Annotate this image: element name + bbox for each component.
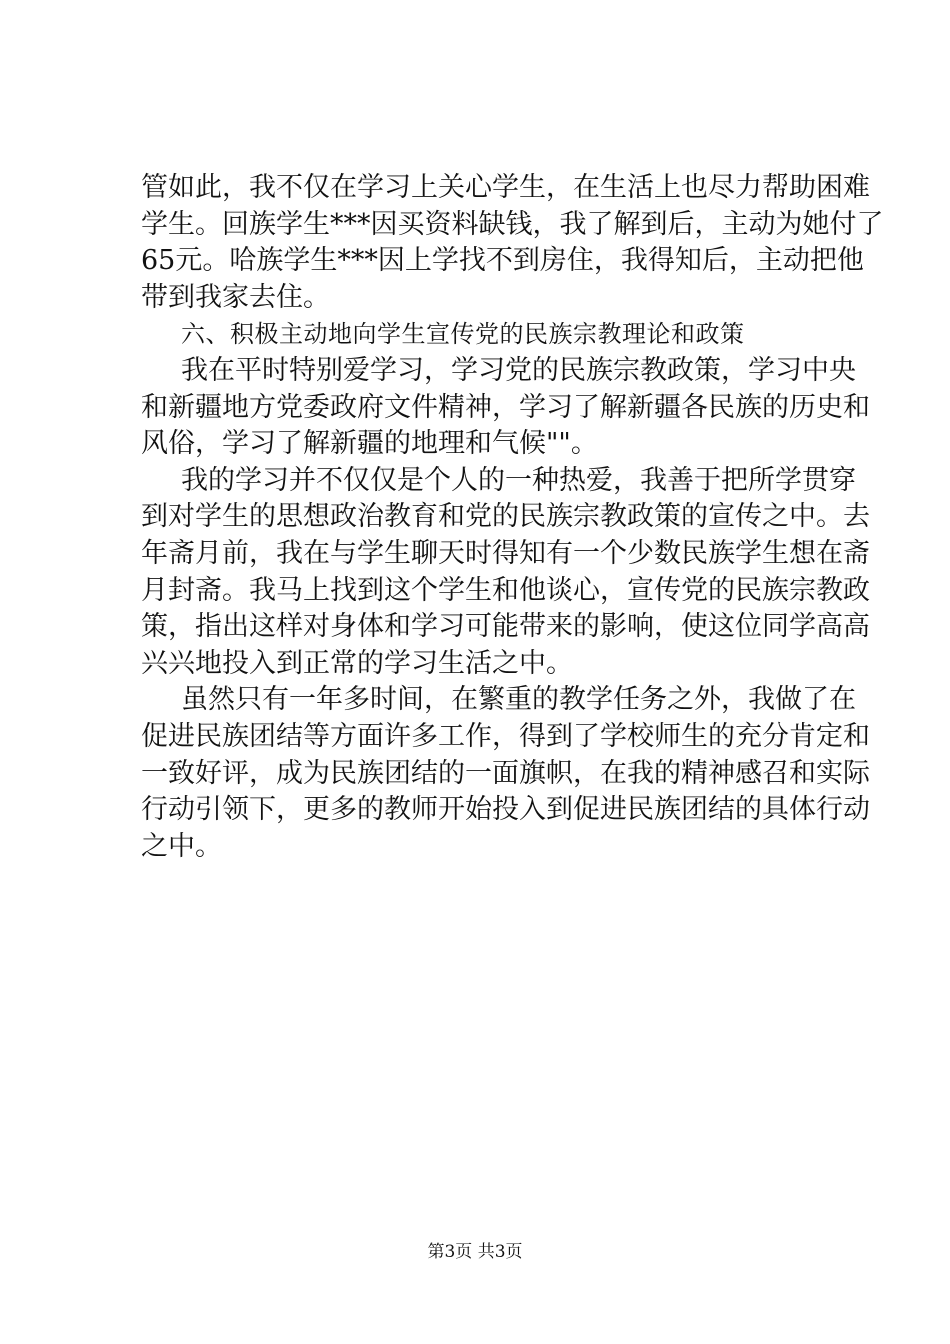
paragraph-line: 带到我家去住。	[141, 281, 330, 313]
paragraph-line: 我的学习并不仅仅是个人的一种热爱，我善于把所学贯穿	[181, 464, 856, 496]
paragraph-line: 65元。哈族学生***因上学找不到房住，我得知后，主动把他	[141, 245, 864, 277]
paragraph-line: 促进民族团结等方面许多工作，得到了学校师生的充分肯定和	[141, 720, 870, 752]
paragraph-line: 到对学生的思想政治教育和党的民族宗教政策的宣传之中。去	[141, 501, 870, 533]
paragraph-line: 学生。回族学生***因买资料缺钱，我了解到后，主动为她付了	[141, 208, 884, 240]
paragraph-line: 风俗，学习了解新疆的地理和气候""。	[141, 428, 598, 460]
document-body	[141, 170, 884, 865]
paragraph-line: 和新疆地方党委政府文件精神，学习了解新疆各民族的历史和	[141, 391, 870, 423]
paragraph-line: 年斋月前，我在与学生聊天时得知有一个少数民族学生想在斋	[141, 537, 870, 569]
paragraph-line: 我在平时特别爱学习，学习党的民族宗教政策，学习中央	[181, 354, 856, 386]
paragraph-line: 月封斋。我马上找到这个学生和他谈心，宣传党的民族宗教政	[141, 574, 870, 606]
paragraph-line: 管如此，我不仅在学习上关心学生，在生活上也尽力帮助困难	[141, 172, 870, 203]
page-footer: 第3页 共3页	[427, 1242, 523, 1262]
paragraph-line: 之中。	[141, 830, 222, 862]
paragraph-line: 一致好评，成为民族团结的一面旗帜，在我的精神感召和实际	[141, 757, 870, 789]
paragraph-line: 策，指出这样对身体和学习可能带来的影响，使这位同学高高	[141, 611, 870, 643]
paragraph-line: 兴兴地投入到正常的学习生活之中。	[141, 647, 573, 679]
paragraph-line: 虽然只有一年多时间，在繁重的教学任务之外，我做了在	[181, 684, 856, 716]
paragraph-line: 行动引领下，更多的教师开始投入到促进民族团结的具体行动	[141, 794, 870, 826]
section-heading: 六、积极主动地向学生宣传党的民族宗教理论和政策	[181, 320, 745, 349]
